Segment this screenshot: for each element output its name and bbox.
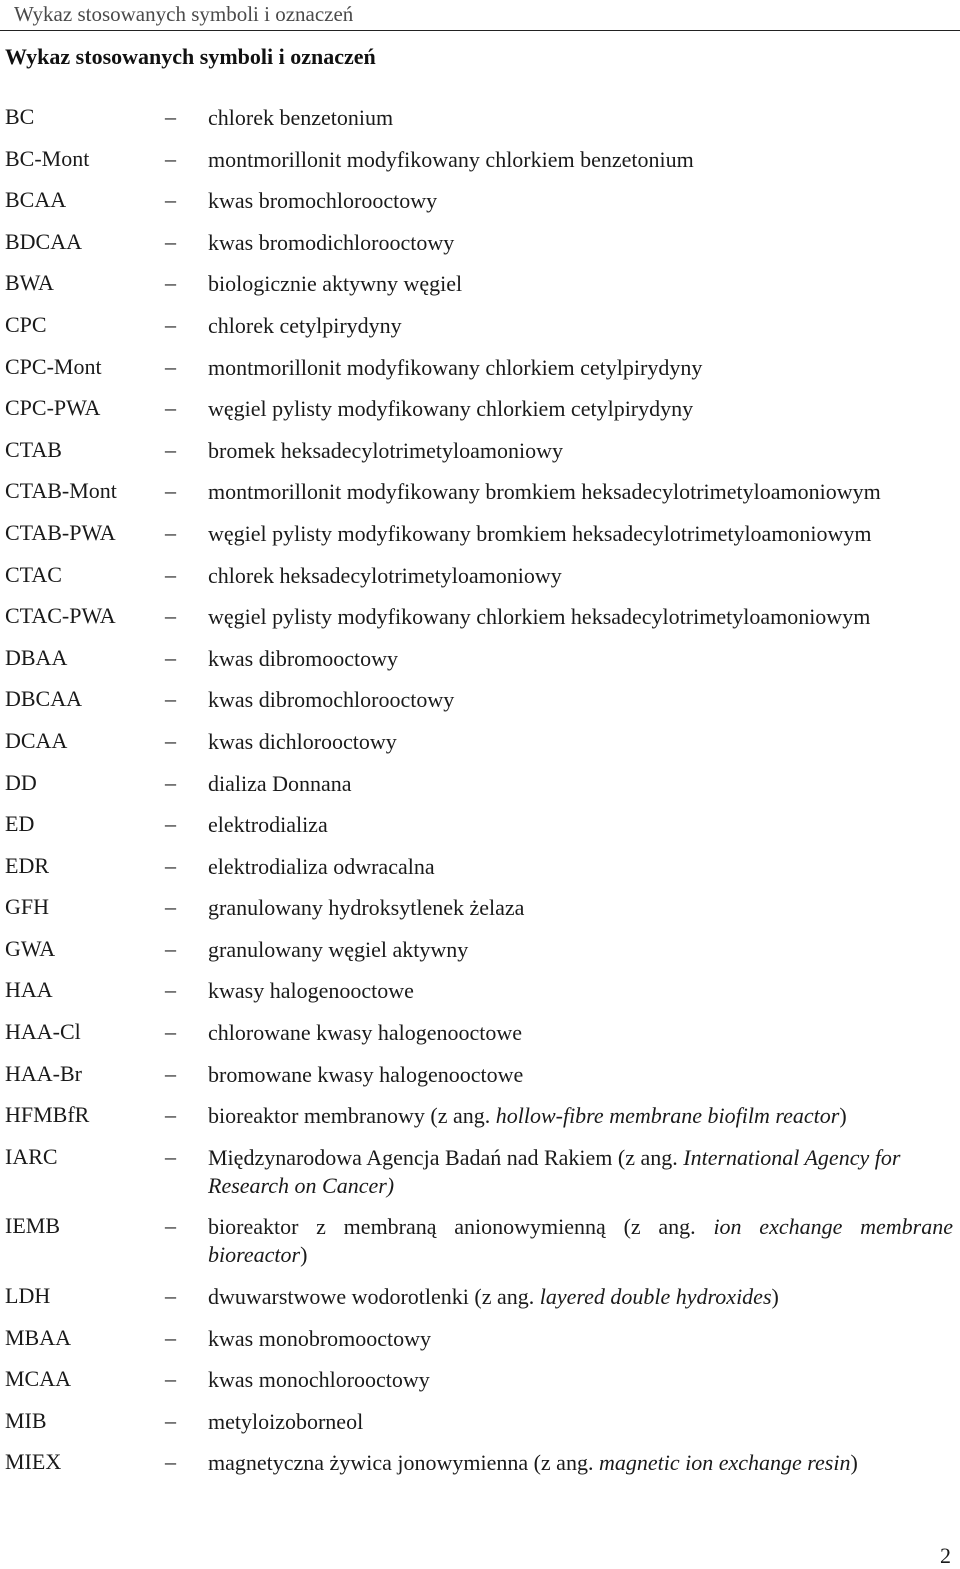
definition (208, 1449, 953, 1477)
definition-english: magnetic ion exchange resin (598, 1450, 851, 1476)
definition (208, 1213, 953, 1269)
abbreviation: HFMBfR (5, 1102, 90, 1128)
abbreviation: MCAA (5, 1366, 72, 1392)
definition: montmorillonit modyfikowany bromkiem heksadecylotrimetyloamoniowym (208, 479, 881, 505)
dash: – (165, 145, 176, 171)
dash: – (165, 894, 176, 920)
definition: chlorek benzetonium (208, 105, 394, 130)
list-item (0, 1408, 960, 1450)
list-item (0, 187, 960, 229)
definition-english: hollow-fibre membrane biofilm reactor (495, 1103, 840, 1129)
definition: kwas monochlorooctowy (208, 1367, 430, 1393)
list-item (0, 1213, 960, 1283)
list-item (0, 1061, 960, 1103)
header-rule (0, 30, 960, 31)
list-item (0, 520, 960, 562)
definition (208, 1102, 953, 1130)
dash: – (165, 811, 176, 837)
dash: – (165, 1143, 176, 1169)
definition: kwas dibromochlorooctowy (208, 687, 455, 713)
abbreviation: EDR (5, 852, 49, 878)
dash: – (165, 603, 176, 629)
abbreviation: DCAA (5, 727, 68, 753)
list-item (0, 645, 960, 687)
dash: – (165, 935, 176, 961)
list-item (0, 1449, 960, 1491)
definition: elektrodializa odwracalna (208, 853, 435, 879)
definition: granulowany węgiel aktywny (208, 936, 469, 962)
definition: kwasy halogenooctowe (208, 978, 414, 1004)
list-item (0, 1019, 960, 1061)
abbreviation: BC (5, 104, 35, 129)
abbreviation: MBAA (5, 1324, 72, 1350)
abbreviation: BCAA (5, 187, 67, 213)
dash: – (165, 977, 176, 1003)
definition-end: ) (850, 1450, 858, 1476)
list-item (0, 395, 960, 437)
dash: – (165, 852, 176, 878)
abbreviation: HAA (5, 977, 53, 1003)
list-item (0, 894, 960, 936)
dash: – (165, 1366, 176, 1392)
abbreviation: GWA (5, 935, 56, 961)
dash: – (165, 769, 176, 795)
dash: – (165, 1019, 176, 1045)
dash: – (165, 727, 176, 753)
definition-english: layered double hydroxides (539, 1284, 772, 1310)
definition: elektrodializa (208, 812, 328, 838)
dash: – (165, 104, 176, 129)
abbreviation: DBCAA (5, 686, 83, 712)
list-item (0, 853, 960, 895)
list-item (0, 1102, 960, 1144)
list-item (0, 728, 960, 770)
page-number: 2 (940, 1543, 951, 1568)
dash: – (165, 187, 176, 213)
list-item (0, 437, 960, 479)
abbreviation: HAA-Br (5, 1060, 82, 1086)
abbreviation: CTAB-PWA (5, 519, 116, 545)
definition: metyloizoborneol (208, 1408, 364, 1434)
abbreviation: MIB (5, 1407, 47, 1433)
dash: – (165, 519, 176, 545)
page-title: Wykaz stosowanych symboli i oznaczeń (5, 44, 376, 69)
definition-text: magnetyczna żywica jonowymienna (z ang. (208, 1450, 599, 1476)
definition-text: bioreaktor z membraną anionowymienną (z ang. (208, 1214, 714, 1240)
list-item (0, 104, 960, 146)
list-item (0, 146, 960, 188)
dash: – (165, 311, 176, 337)
definition: montmorillonit modyfikowany chlorkiem benzetonium (208, 146, 694, 172)
abbreviation: BC-Mont (5, 145, 90, 171)
abbreviation: ED (5, 811, 35, 837)
definition: dializa Donnana (208, 770, 352, 796)
list-item (0, 977, 960, 1019)
dash: – (165, 436, 176, 462)
abbreviation: CTAB (5, 436, 62, 462)
list-item (0, 1325, 960, 1367)
list-item (0, 1144, 960, 1214)
definition-text: bioreaktor membranowy (z ang. (208, 1103, 496, 1129)
abbreviation: MIEX (5, 1449, 62, 1475)
list-item (0, 312, 960, 354)
definition: kwas bromodichlorooctowy (208, 229, 455, 255)
definition: biologicznie aktywny węgiel (208, 271, 463, 297)
abbreviation: CTAC (5, 561, 62, 587)
abbreviation: GFH (5, 894, 50, 920)
definition (208, 1144, 953, 1200)
definition (208, 1283, 953, 1311)
definition: chlorowane kwasy halogenooctowe (208, 1020, 523, 1046)
dash: – (165, 270, 176, 296)
definition-english: International Agency for Research on Cancer) (208, 1144, 901, 1198)
list-item (0, 770, 960, 812)
definition-text: Międzynarodowa Agencja Badań nad Rakiem (z ang. (208, 1144, 684, 1170)
definition-text: dwuwarstwowe wodorotlenki (z ang. (208, 1284, 540, 1310)
dash: – (165, 644, 176, 670)
dash: – (165, 478, 176, 504)
definition: bromek heksadecylotrimetyloamoniowy (208, 437, 563, 463)
abbreviation-list (0, 104, 960, 1491)
abbreviation: IARC (5, 1143, 58, 1169)
abbreviation: IEMB (5, 1213, 60, 1239)
list-item (0, 354, 960, 396)
dash: – (165, 1324, 176, 1350)
definition: chlorek cetylpirydyny (208, 312, 402, 338)
definition: węgiel pylisty modyfikowany bromkiem heksadecylotrimetyloamoniowym (208, 520, 872, 546)
abbreviation: CTAC-PWA (5, 603, 116, 629)
dash: – (165, 1283, 176, 1309)
definition: kwas monobromooctowy (208, 1325, 432, 1351)
abbreviation: DD (5, 769, 37, 795)
definition-end: ) (839, 1103, 847, 1129)
list-item (0, 562, 960, 604)
definition: kwas bromochlorooctowy (208, 188, 438, 214)
list-item (0, 936, 960, 978)
dash: – (165, 561, 176, 587)
definition: granulowany hydroksytlenek żelaza (208, 895, 525, 921)
list-item (0, 478, 960, 520)
dash: – (165, 1449, 176, 1475)
list-item (0, 1366, 960, 1408)
dash: – (165, 395, 176, 421)
definition-end: ) (300, 1242, 308, 1268)
abbreviation: CPC (5, 311, 47, 337)
definition: bromowane kwasy halogenooctowe (208, 1061, 524, 1087)
dash: – (165, 353, 176, 379)
definition: węgiel pylisty modyfikowany chlorkiem cetylpirydyny (208, 396, 694, 422)
abbreviation: CTAB-Mont (5, 478, 117, 504)
dash: – (165, 228, 176, 254)
dash: – (165, 1407, 176, 1433)
list-item (0, 811, 960, 853)
abbreviation: DBAA (5, 644, 68, 670)
definition-end: ) (771, 1284, 779, 1310)
abbreviation: CPC-PWA (5, 395, 101, 421)
abbreviation: CPC-Mont (5, 353, 102, 379)
dash: – (165, 1102, 176, 1128)
definition: kwas dibromooctowy (208, 645, 399, 671)
definition: węgiel pylisty modyfikowany chlorkiem heksadecylotrimetyloamoniowym (208, 604, 871, 630)
definition: kwas dichlorooctowy (208, 728, 397, 754)
dash: – (165, 1060, 176, 1086)
abbreviation: LDH (5, 1283, 51, 1309)
dash: – (165, 1213, 176, 1239)
definition: montmorillonit modyfikowany chlorkiem cetylpirydyny (208, 354, 703, 380)
list-item (0, 1283, 960, 1325)
dash: – (165, 686, 176, 712)
list-item (0, 686, 960, 728)
abbreviation: HAA-Cl (5, 1019, 81, 1045)
list-item (0, 229, 960, 271)
list-item (0, 603, 960, 645)
abbreviation: BWA (5, 270, 54, 296)
running-header: Wykaz stosowanych symboli i oznaczeń (14, 2, 354, 26)
abbreviation: BDCAA (5, 228, 83, 254)
definition-english: ion exchange membrane bioreactor (208, 1214, 953, 1268)
definition: chlorek heksadecylotrimetyloamoniowy (208, 562, 562, 588)
list-item (0, 270, 960, 312)
